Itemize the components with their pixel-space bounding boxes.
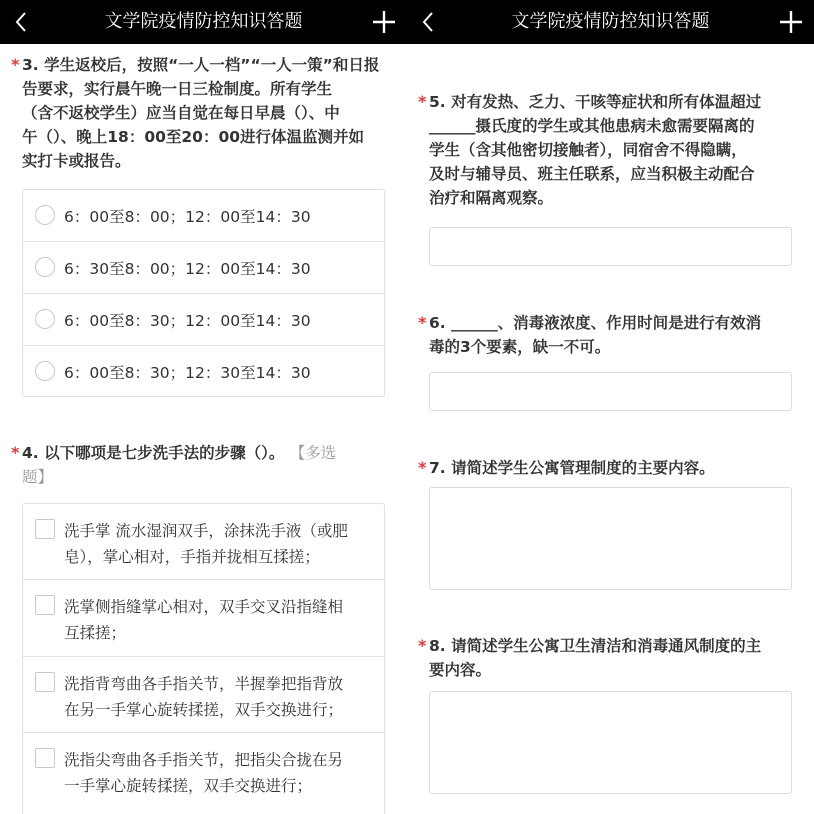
required-mark: *: [418, 458, 427, 477]
back-button[interactable]: [8, 0, 34, 44]
option-d[interactable]: [23, 346, 384, 397]
question-8-answer-textarea[interactable]: [429, 691, 792, 794]
option-label: 洗手掌 流水湿润双手，涂抹洗手液（或肥 皂），掌心相对，手指并拢相互揉搓；: [64, 522, 348, 566]
page-title: 文学院疫情防控知识答题: [104, 11, 303, 32]
radio-button[interactable]: [35, 205, 55, 225]
option-label: 洗指背弯曲各手指关节，半握拳把指背放 在另一手掌心旋转揉搓，双手交换进行；: [64, 675, 344, 719]
chevron-left-icon: [14, 11, 28, 33]
question-7-title: * 7. 请简述学生公寓管理制度的主要内容。: [429, 456, 809, 480]
option-label: 6：00至8：00；12：00至14：30: [64, 208, 311, 226]
option-b[interactable]: [23, 580, 384, 657]
question-8-title: * 8. 请简述学生公寓卫生清洁和消毒通风制度的主 要内容。: [418, 636, 762, 679]
question-3-options: [22, 189, 385, 397]
question-6-title: * 6. ______、消毒液浓度、作用时间是进行有效消 毒的3个要素，缺一不可。: [418, 313, 762, 356]
radio-button[interactable]: [35, 309, 55, 329]
chevron-left-icon: [421, 11, 435, 33]
question-4-title: * 4. 以下哪项是七步洗手法的步骤（）。 【多选 题】: [11, 443, 337, 486]
option-a[interactable]: [23, 504, 384, 580]
back-button[interactable]: [415, 0, 441, 44]
option-label: 6：00至8：30；12：00至14：30: [64, 312, 311, 330]
page-title: 文学院疫情防控知识答题: [511, 11, 710, 32]
checkbox[interactable]: [35, 595, 55, 615]
checkbox[interactable]: [35, 748, 55, 768]
question-6-answer-input[interactable]: [429, 372, 792, 411]
navbar: [0, 0, 407, 44]
radio-button[interactable]: [35, 361, 55, 381]
question-5-answer-input[interactable]: [429, 227, 792, 266]
navbar: [407, 0, 814, 44]
required-mark: *: [11, 443, 20, 462]
required-mark: *: [11, 55, 20, 74]
add-button[interactable]: [369, 0, 399, 44]
plus-icon: [372, 10, 396, 34]
checkbox[interactable]: [35, 672, 55, 692]
question-3-title: * 3. 学生返校后，按照“一人一档”“一人一策”和日报 告要求，实行晨午晚一日三检制度。所有学生 （含不返校学生）应当自觉在每日早晨（）、中 午（）、晚上18：00至20：00进行体温监测并如 实打卡或报告。: [11, 55, 380, 170]
question-4-options: [22, 503, 385, 814]
option-b[interactable]: [23, 242, 384, 294]
required-mark: *: [418, 636, 427, 655]
option-label: 6：30至8：00；12：00至14：30: [64, 260, 311, 278]
option-d[interactable]: [23, 733, 384, 809]
radio-button[interactable]: [35, 257, 55, 277]
option-c[interactable]: [23, 657, 384, 733]
required-mark: *: [418, 313, 427, 332]
right-pane: [407, 0, 814, 814]
question-7-answer-textarea[interactable]: [429, 487, 792, 590]
option-c[interactable]: [23, 294, 384, 346]
question-5-title: * 5. 对有发热、乏力、干咳等症状和所有体温超过 ______摄氏度的学生或其他患病未愈需要隔离的 学生（含其他密切接触者），同宿舍不得隐瞒， 及时与辅导员、班主任联系，应当积极主动配合 治疗和隔离观察。: [418, 92, 762, 207]
option-a[interactable]: [23, 190, 384, 242]
add-button[interactable]: [776, 0, 806, 44]
plus-icon: [779, 10, 803, 34]
option-label: 6：00至8：30；12：30至14：30: [64, 364, 311, 382]
required-mark: *: [418, 92, 427, 111]
checkbox[interactable]: [35, 519, 55, 539]
option-label: 洗指尖弯曲各手指关节，把指尖合拢在另 一手掌心旋转揉搓，双手交换进行；: [64, 751, 344, 795]
option-label: 洗掌侧指缝掌心相对，双手交叉沿指缝相 互揉搓；: [64, 598, 344, 642]
